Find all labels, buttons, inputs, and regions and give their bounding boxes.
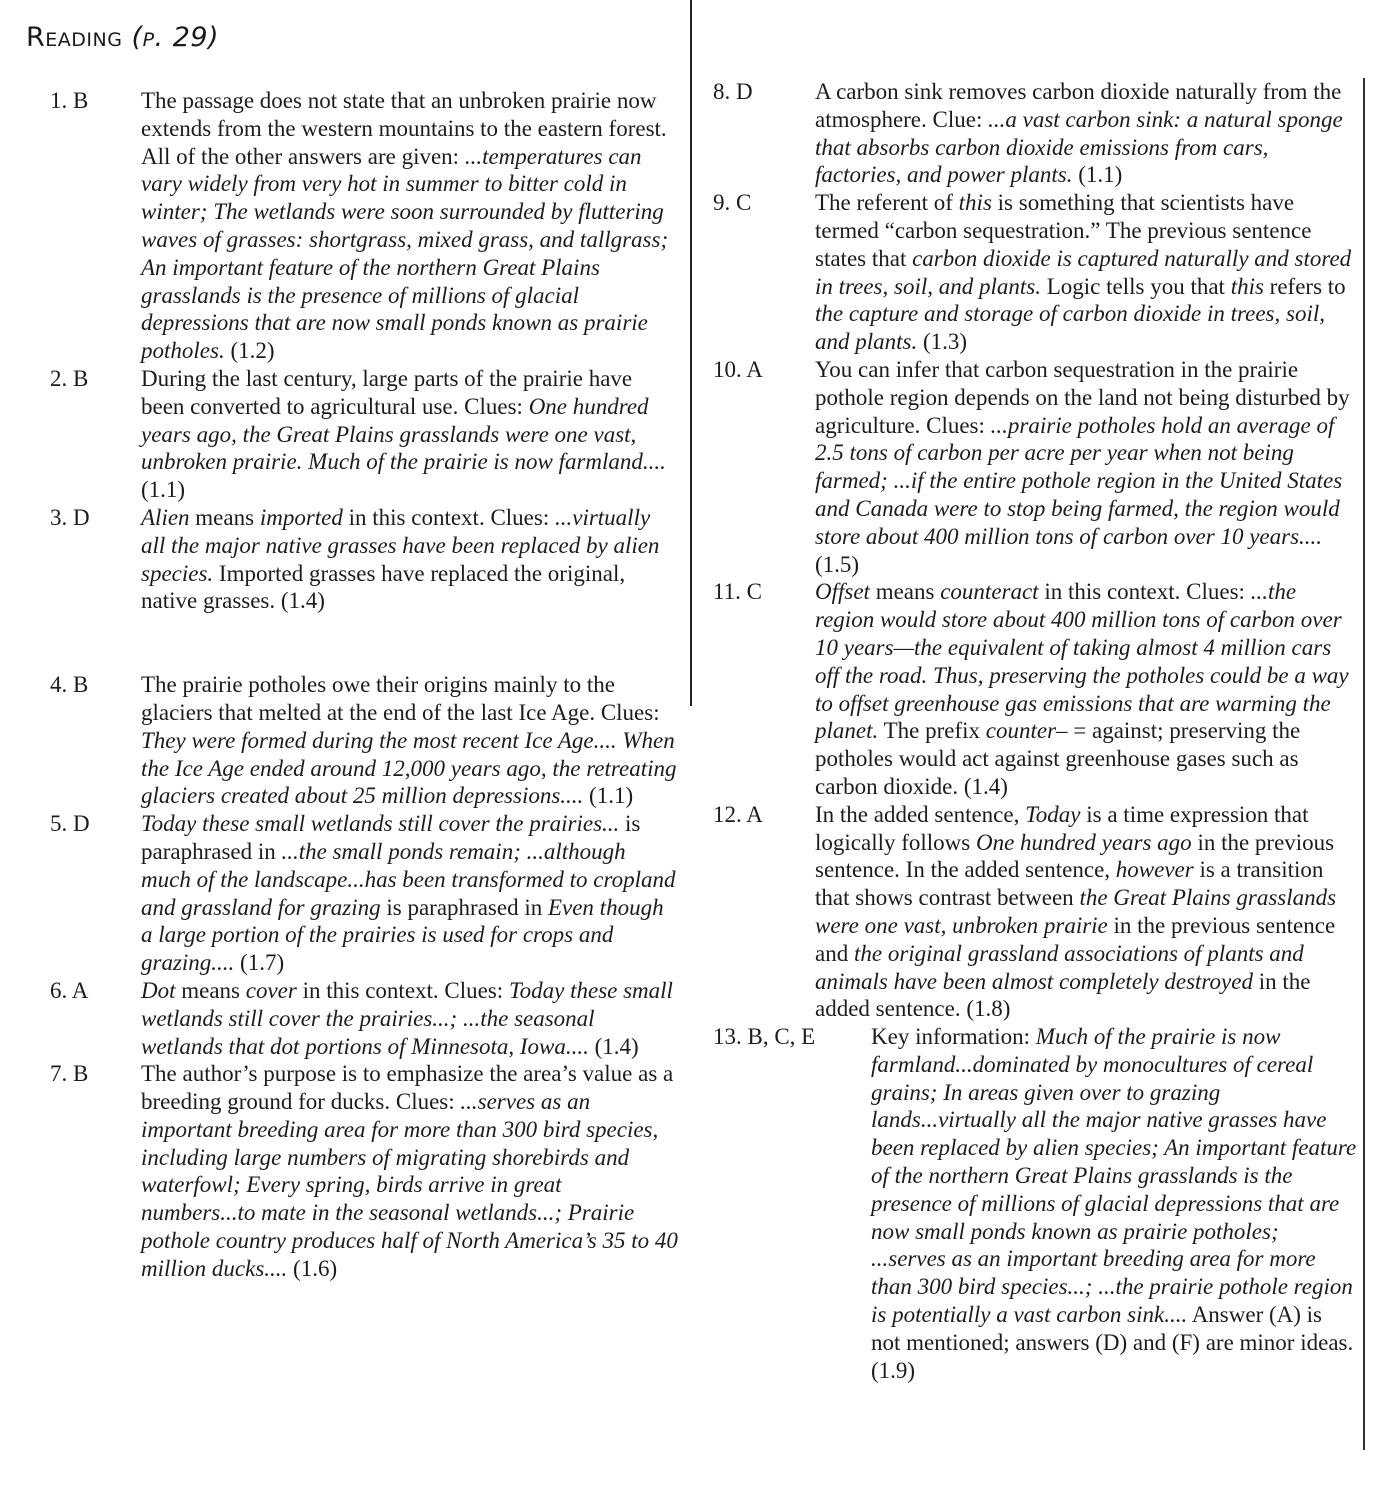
explanation-text: (1.3) (917, 329, 968, 355)
answer-item (50, 87, 680, 365)
quoted-clue: ...virtually all the major native grasses have been replaced by alien species. (141, 504, 660, 586)
explanation-text: During the last century, large parts of the prairie have been converted to agricultural use. Clues: (141, 365, 633, 419)
page-reference: (p. 29) (131, 22, 220, 53)
quoted-clue: Even though a large portion of the prairies is used for crops and grazing.... (141, 894, 664, 976)
quoted-clue: cover (245, 977, 297, 1003)
quoted-clue: ...the small ponds remain; ...although much of the landscape...has been transformed to cropland and grassland for grazing (141, 838, 676, 920)
answer-item (50, 365, 680, 504)
quoted-clue: the Great Plains grasslands were one vast, unbroken prairie (815, 885, 1337, 938)
explanation-text: is a time expression that logically follows (815, 801, 1309, 855)
answer-number: 11. C (713, 579, 762, 605)
answer-explanation (815, 78, 1357, 189)
section-title: Reading (26, 22, 123, 53)
quoted-clue: imported (259, 504, 343, 530)
answer-explanation (815, 356, 1357, 578)
explanation-text: Answer (A) is not mentioned; answers (D) and (F) are minor ideas. (1.9) (871, 1302, 1354, 1383)
right-margin-rule (1363, 78, 1365, 1450)
explanation-text: Key information: (871, 1024, 1036, 1050)
explanation-text: (1.7) (234, 950, 285, 976)
answer-explanation (141, 671, 680, 810)
answer-item (50, 810, 680, 977)
quoted-clue: ...the region would store about 400 million tons of carbon over 10 years—the equivalent of taking almost 4 million cars off the road. Thus, preserving the potholes could be a way to offset greenhouse gas emissions that are warming the planet. (815, 579, 1349, 744)
answer-number: 8. D (713, 79, 753, 104)
explanation-text: Imported grasses have replaced the original, native grasses. (1.4) (141, 560, 626, 614)
answer-item (713, 189, 1357, 356)
quoted-clue: Dot (141, 977, 176, 1003)
quoted-clue: however (1115, 857, 1194, 883)
explanation-text: = against; preserving the potholes would act against greenhouse gases such as carbon dioxide. (1.4) (815, 718, 1301, 799)
explanation-text: in this context. Clues: (296, 977, 509, 1003)
quoted-clue: carbon dioxide is captured naturally and stored in trees, soil, and plants. (815, 245, 1352, 299)
left-column (50, 87, 680, 1283)
answer-number: 7. B (50, 1061, 89, 1087)
answer-number: 10. A (713, 356, 763, 382)
explanation-text: The passage does not state that an unbroken prairie now extends from the western mountains to the eastern forest. All of the other answers are given: (141, 88, 667, 169)
answer-item (713, 1023, 1357, 1384)
answer-explanation (141, 977, 680, 1060)
quoted-clue: counter– (985, 718, 1068, 744)
answer-explanation (871, 1023, 1357, 1384)
explanation-text: in the added sentence. (1.8) (815, 968, 1311, 1022)
answer-item (50, 671, 680, 810)
explanation-text: (1.1) (1072, 162, 1123, 188)
explanation-text: The author’s purpose is to emphasize the area’s value as a breeding ground for ducks. Clues: (141, 1061, 674, 1115)
quoted-clue: Today these small wetlands still cover the prairies...; ...the seasonal wetlands that dot portions of Minnesota, Iowa.... (141, 977, 673, 1059)
column-divider (690, 0, 692, 706)
answer-item (713, 78, 1357, 189)
answer-item (50, 504, 680, 615)
quoted-clue: this (1230, 273, 1264, 299)
answer-item (713, 578, 1357, 800)
explanation-text: in this context. Clues: (342, 504, 555, 530)
explanation-text: in this context. Clues: (1038, 579, 1251, 605)
answer-number: 3. D (50, 504, 90, 530)
quoted-clue: the capture and storage of carbon dioxide in trees, soil, and plants. (815, 301, 1325, 355)
quoted-clue: ...temperatures can vary widely from very hot in summer to bitter cold in winter; The wetlands were soon surrounded by fluttering waves of grasses: shortgrass, mixed grass, and tallgrass; An important feature of the northern Great Plains grasslands is the presence of millions of glacial depressions that are now small ponds known as prairie potholes. (141, 143, 669, 364)
explanation-text: in the previous sentence and (815, 912, 1336, 966)
explanation-text: The prefix (878, 718, 986, 744)
answer-explanation (141, 365, 680, 504)
answer-number: 9. C (713, 190, 752, 216)
explanation-text: (1.6) (287, 1255, 338, 1281)
answer-explanation (141, 1060, 680, 1282)
answer-item (50, 1060, 680, 1282)
explanation-text: In the added sentence, (815, 801, 1026, 827)
explanation-text: The referent of (815, 190, 959, 216)
answer-number: 6. A (50, 977, 89, 1003)
explanation-text: refers to (1263, 273, 1346, 299)
quoted-clue: One hundred years ago (975, 829, 1192, 855)
quoted-clue: ...serves as an important breeding area for more than 300 bird species, including large numbers of migrating shorebirds and waterfowl; Every spring, birds arrive in great numbers...to mate in the seasonal wetlands...; Prairie pothole country produces half of North America’s 35 to 40 million ducks.... (141, 1089, 678, 1281)
answer-number: 12. A (713, 801, 763, 827)
answer-number: 13. B, C, E (713, 1024, 816, 1050)
explanation-text: is paraphrased in (380, 894, 548, 920)
explanation-text: You can infer that carbon sequestration in the prairie pothole region depends on the land not being disturbed by agriculture. Clues: (815, 356, 1350, 438)
explanation-text: A carbon sink removes carbon dioxide naturally from the atmosphere. Clue: (815, 79, 1342, 132)
quoted-clue: ...prairie potholes hold an average of 2.5 tons of carbon per acre per year when not being farmed; ...if the entire pothole region in the United States and Canada were to stop being farmed, the region would store about 400 million tons of carbon over 10 years.... (815, 412, 1343, 549)
answer-explanation (141, 810, 680, 977)
quoted-clue: Much of the prairie is now farmland...dominated by monocultures of cereal grains; In areas given over to grazing lands...virtually all the major native grasses have been replaced by alien species; An important feature of the northern Great Plains grasslands is the presence of millions of glacial depressions that are now small ponds known as prairie potholes; ...serves as an important breeding area for more than 300 bird species...; ...the prairie pothole region is potentially a vast carbon sink.... (871, 1024, 1357, 1328)
answer-item (713, 356, 1357, 578)
quoted-clue: counteract (940, 579, 1039, 605)
explanation-text: means (175, 977, 246, 1003)
explanation-text: in the previous sentence. In the added sentence, (815, 829, 1335, 883)
explanation-text: (1.1) (583, 783, 634, 809)
quoted-clue: the original grassland associations of plants and animals have been almost completely destroyed (815, 940, 1304, 994)
answer-explanation (815, 801, 1357, 1023)
explanation-text: is a transition that shows contrast between (815, 857, 1324, 911)
quoted-clue: Alien (141, 504, 190, 530)
answer-explanation (815, 578, 1357, 800)
quoted-clue: Today (1025, 801, 1081, 827)
answer-explanation (141, 504, 680, 615)
quoted-clue: They were formed during the most recent Ice Age.... When the Ice Age ended around 12,000 years ago, the retreating glaciers created about 25 million depressions.... (141, 727, 677, 809)
spacer (50, 615, 680, 671)
explanation-text: (1.2) (224, 338, 275, 364)
explanation-text: is something that scientists have termed “carbon sequestration.” The previous sentence states that (815, 190, 1312, 271)
answer-number: 1. B (50, 88, 89, 113)
answer-number: 4. B (50, 672, 89, 698)
answer-item (50, 977, 680, 1060)
explanation-text: (1.4) (588, 1033, 639, 1059)
explanation-text: means (189, 504, 260, 530)
quoted-clue: Offset (815, 579, 870, 605)
answer-item (713, 801, 1357, 1023)
explanation-text: The prairie potholes owe their origins mainly to the glaciers that melted at the end of the last Ice Age. Clues: (141, 672, 660, 725)
explanation-text: (1.1) (141, 477, 186, 503)
page-heading (26, 22, 219, 53)
quoted-clue: Today these small wetlands still cover the prairies... (141, 811, 620, 837)
quoted-clue: this (958, 190, 992, 216)
quoted-clue: ...a vast carbon sink: a natural sponge that absorbs carbon dioxide emissions from cars, factories, and power plants. (815, 106, 1343, 188)
quoted-clue: One hundred years ago, the Great Plains grasslands were one vast, unbroken prairie. Much of the prairie is now farmland.... (141, 393, 666, 475)
answer-number: 5. D (50, 811, 90, 837)
right-column (713, 78, 1357, 1384)
explanation-text: (1.5) (815, 551, 860, 577)
explanation-text: means (869, 579, 941, 605)
explanation-text: is paraphrased in (141, 811, 641, 864)
answer-explanation (141, 87, 680, 365)
answer-explanation (815, 189, 1357, 356)
answer-number: 2. B (50, 365, 89, 391)
explanation-text: Logic tells you that (1040, 273, 1231, 299)
